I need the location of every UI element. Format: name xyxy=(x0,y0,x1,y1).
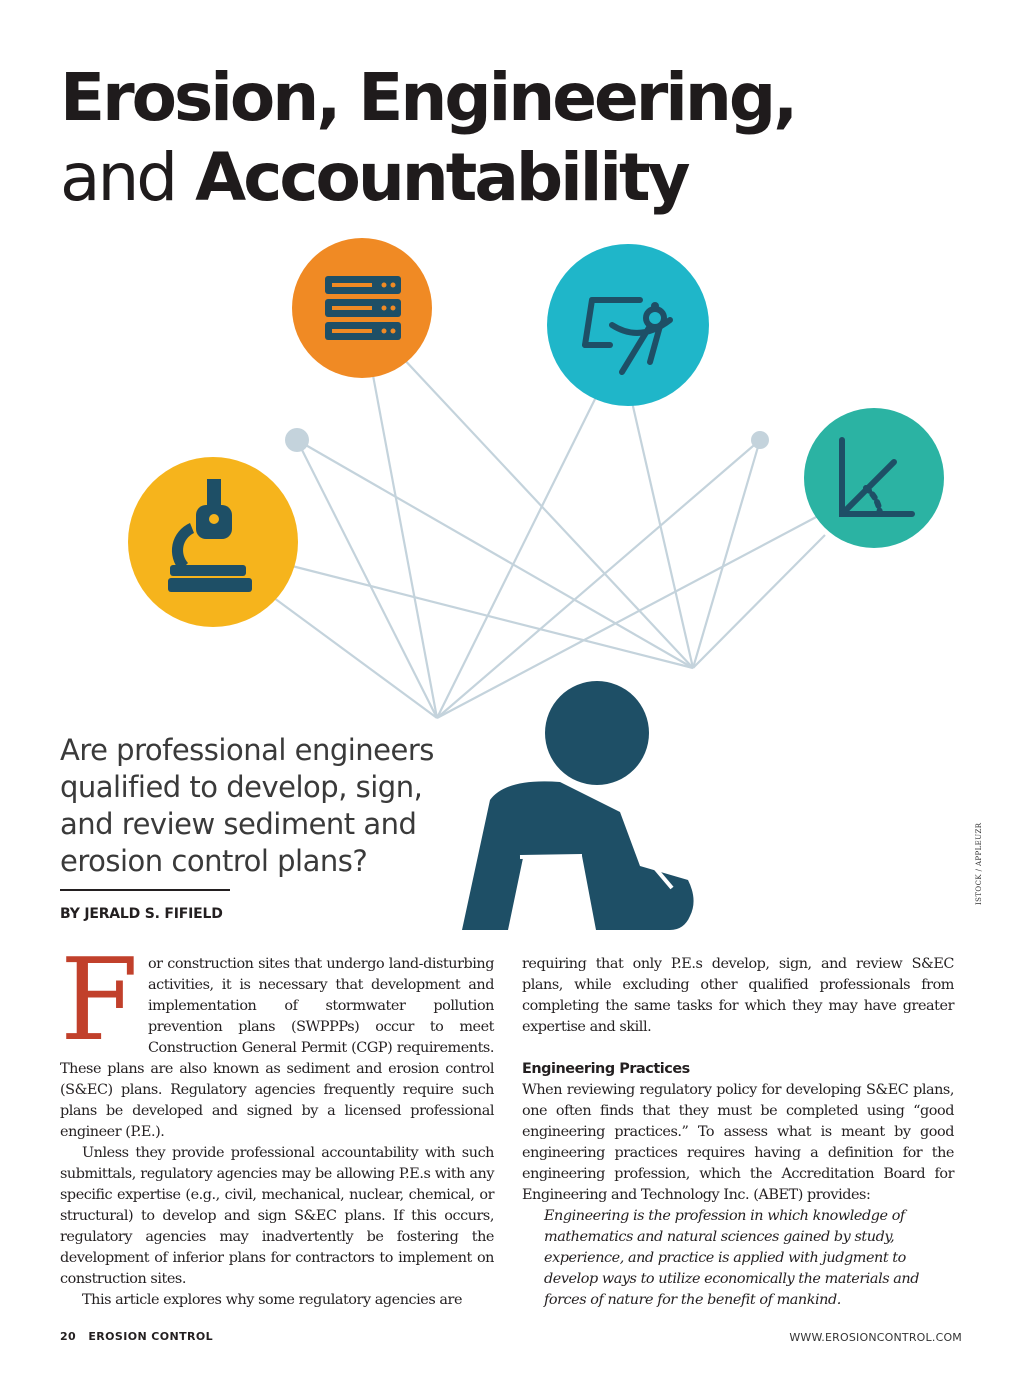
photo-credit: ISTOCK / APPLEUZR xyxy=(975,822,983,905)
drafting-compass-icon xyxy=(547,244,709,406)
connection-lines xyxy=(270,355,825,718)
body-paragraph-5: When reviewing regulatory policy for developing S&EC plans, one often finds that they must be completed using “good engineering practices.” To assess what is meant by good engineering practices requires having a definition for the engineering profession, which the Accreditation Board for Engineering and Technology Inc. (ABET) provides: xyxy=(522,1082,954,1203)
person-figure xyxy=(462,681,694,930)
body-paragraph-4: requiring that only P.E.s develop, sign, and review S&EC plans, while excluding other qualified professionals from completing the same tasks for which they may have greater expertise and skill. xyxy=(522,956,954,1035)
title-line-1: Erosion, Engineering, xyxy=(60,59,796,136)
article-deck: Are professional engineers qualified to develop, sign, and review sediment and erosion control plans? xyxy=(60,733,434,878)
body-paragraph-3: This article explores why some regulatory agencies are xyxy=(82,1292,463,1308)
microscope-icon xyxy=(128,457,298,627)
angle-graph-icon xyxy=(804,408,944,548)
title-line-2: Accountability xyxy=(195,139,688,216)
deck-rule xyxy=(60,889,230,891)
block-quote: Engineering is the profession in which knowledge of mathematics and natural sciences gained by study, experience, and practice is applied with judgment to develop ways to utilize economically the materials and forces of nature for the benefit of mankind. xyxy=(544,1208,919,1308)
body-column-left xyxy=(60,934,494,1311)
paragraph-1-text: or construction sites that undergo land-disturbing activities, it is necessary that development and implementation of stormwater pollution prevention plans (SWPPPs) occur to meet Construction General Permit (CGP) requirements. These plans are also known as sediment and erosion control (S&EC) plans. Regulatory agencies frequently require such plans be developed and signed by a licensed professional engineer (P.E.). xyxy=(60,956,494,1140)
section-heading: Engineering Practices xyxy=(522,1061,690,1077)
magazine-name: EROSION CONTROL xyxy=(88,1330,214,1343)
node-dot-left xyxy=(285,428,309,452)
byline: BY JERALD S. FIFIELD xyxy=(60,906,223,922)
body-paragraph-2: Unless they provide professional accountability with such submittals, regulatory agencies may be allowing P.E.s with any specific expertise (e.g., civil, mechanical, nuclear, chemical, or structural) to develop and sign S&EC plans. If this occurs, regulatory agencies may inadvertently be fostering the development of inferior plans for contractors to implement on construction sites. xyxy=(60,1145,494,1287)
server-icon xyxy=(292,238,432,378)
page-folio xyxy=(60,1330,213,1343)
article-title xyxy=(60,58,795,218)
drop-cap: F xyxy=(60,934,138,1066)
body-paragraph-1 xyxy=(60,934,494,1143)
website-url[interactable]: WWW.EROSIONCONTROL.COM xyxy=(789,1331,962,1344)
body-column-right xyxy=(522,954,954,1311)
node-dot-right xyxy=(751,431,769,449)
title-and: and xyxy=(60,139,176,216)
page-number: 20 xyxy=(60,1330,77,1343)
